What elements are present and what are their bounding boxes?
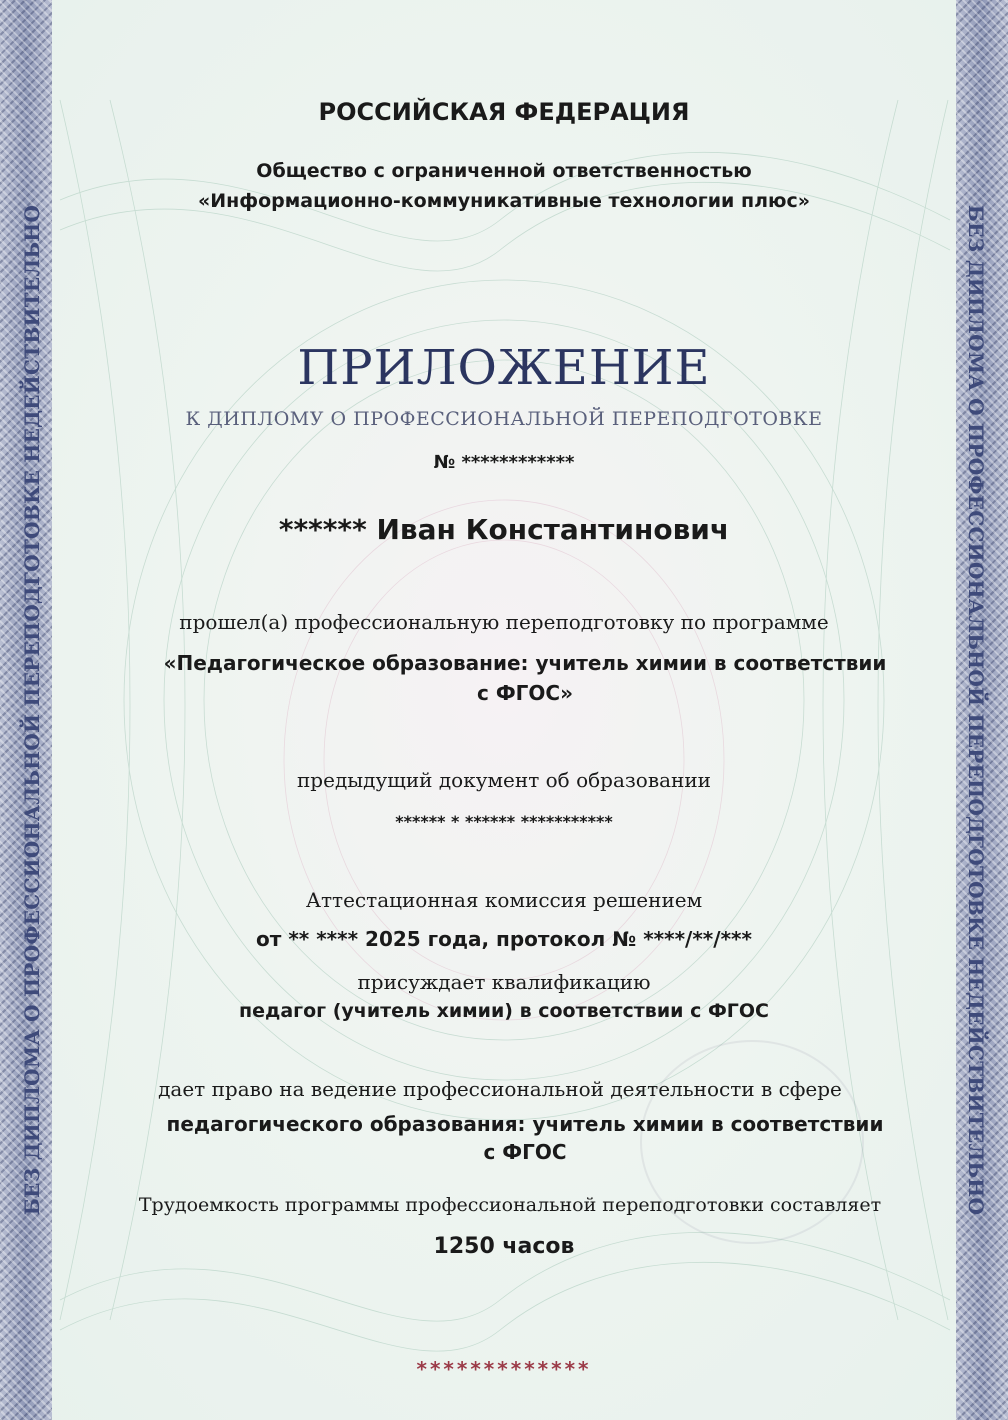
sphere-line-1: педагогического образования: учитель химии в соответствии bbox=[166, 1112, 884, 1136]
right-security-border bbox=[956, 0, 1008, 1420]
program-hours: 1250 часов bbox=[433, 1234, 575, 1259]
program-name bbox=[110, 648, 940, 708]
recipient-name: ****** Иван Константинович bbox=[278, 513, 730, 546]
left-security-border bbox=[0, 0, 52, 1420]
awards-label: присуждает квалификацию bbox=[357, 970, 651, 994]
right-border-text: БЕЗ ДИПЛОМА О ПРОФЕССИОНАЛЬНОЙ ПЕРЕПОДГОТОВКЕ НЕДЕЙСТВИТЕЛЬНО bbox=[964, 204, 988, 1216]
page-title: ПРИЛОЖЕНИЕ bbox=[297, 340, 711, 396]
organization-line-2: «Информационно-коммуникативные технологии плюс» bbox=[197, 190, 811, 212]
program-line-1: «Педагогическое образование: учитель химии в соответствии bbox=[163, 651, 887, 675]
right-to-practice-label: дает право на ведение профессиональной деятельности в сфере bbox=[158, 1077, 842, 1101]
previous-document-value: ****** * ****** *********** bbox=[395, 812, 613, 831]
completed-label: прошел(а) профессиональную переподготовку по программе bbox=[179, 610, 829, 634]
serial-number: ************* bbox=[416, 1357, 592, 1381]
previous-document-label: предыдущий документ об образовании bbox=[296, 768, 712, 792]
protocol-text: от ** **** 2025 года, протокол № ****/**/*** bbox=[256, 927, 752, 951]
organization-line-1: Общество с ограниченной ответственностью bbox=[256, 160, 752, 182]
qualification-text: педагог (учитель химии) в соответствии с ФГОС bbox=[239, 1000, 769, 1022]
labor-intensity-label: Трудоемкость программы профессиональной переподготовки составляет bbox=[138, 1194, 882, 1216]
professional-sphere bbox=[110, 1110, 940, 1166]
page-subtitle: К ДИПЛОМУ О ПРОФЕССИОНАЛЬНОЙ ПЕРЕПОДГОТОВКЕ bbox=[185, 408, 823, 430]
document-number: № ************ bbox=[433, 452, 575, 473]
left-border-text: БЕЗ ДИПЛОМА О ПРОФЕССИОНАЛЬНОЙ ПЕРЕПОДГОТОВКЕ НЕДЕЙСТВИТЕЛЬНО bbox=[20, 204, 44, 1216]
program-line-2: с ФГОС» bbox=[477, 681, 573, 705]
country-heading: РОССИЙСКАЯ ФЕДЕРАЦИЯ bbox=[318, 98, 690, 126]
commission-label: Аттестационная комиссия решением bbox=[305, 888, 703, 912]
sphere-line-2: с ФГОС bbox=[483, 1140, 567, 1164]
